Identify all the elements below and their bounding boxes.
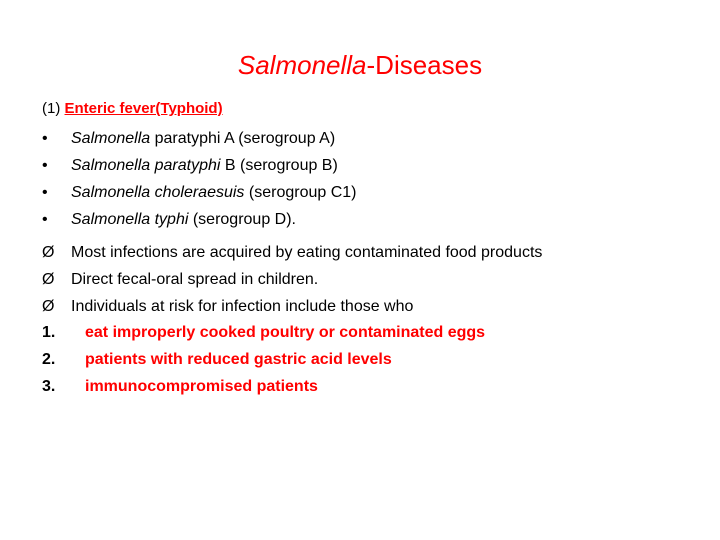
bullet-text (71, 154, 338, 178)
section-heading-text: Enteric fever(Typhoid) (64, 100, 223, 117)
section-heading (42, 100, 223, 118)
bullet-marker: • (42, 130, 48, 147)
title-rest: -Diseases (366, 50, 483, 80)
list-number: 2. (42, 351, 56, 368)
numbered-text: patients with reduced gastric acid levels (85, 351, 392, 368)
numbered-text: immunocompromised patients (85, 378, 318, 395)
serogroup-text: paratyphi A (serogroup A) (150, 130, 336, 147)
bullet-text (71, 208, 296, 232)
organism-name: Salmonella typhi (71, 211, 189, 228)
arrow-text: Direct fecal-oral spread in children. (71, 271, 319, 288)
bullet-marker: • (42, 157, 48, 174)
bullet-marker: • (42, 211, 48, 228)
arrow-text: Individuals at risk for infection include those who (71, 298, 414, 315)
organism-name: Salmonella choleraesuis (71, 184, 245, 201)
arrow-marker: Ø (42, 298, 55, 315)
serogroup-text: B (serogroup B) (220, 157, 338, 174)
numbered-text: eat improperly cooked poultry or contaminated eggs (85, 324, 486, 341)
serogroup-text: (serogroup C1) (244, 184, 357, 201)
slide-title (0, 50, 720, 81)
bullet-marker: • (42, 184, 48, 201)
bullet-text (71, 181, 356, 205)
bullet-text (71, 127, 335, 151)
serogroup-text: (serogroup D). (188, 211, 296, 228)
list-number: 3. (42, 378, 56, 395)
section-number: (1) (42, 100, 61, 117)
title-genus: Salmonella (237, 50, 367, 80)
organism-name: Salmonella (71, 130, 151, 147)
arrow-marker: Ø (42, 244, 55, 261)
list-number: 1. (42, 324, 56, 341)
arrow-marker: Ø (42, 271, 55, 288)
organism-name: Salmonella paratyphi (71, 157, 221, 174)
arrow-text: Most infections are acquired by eating contaminated food products (71, 244, 543, 261)
